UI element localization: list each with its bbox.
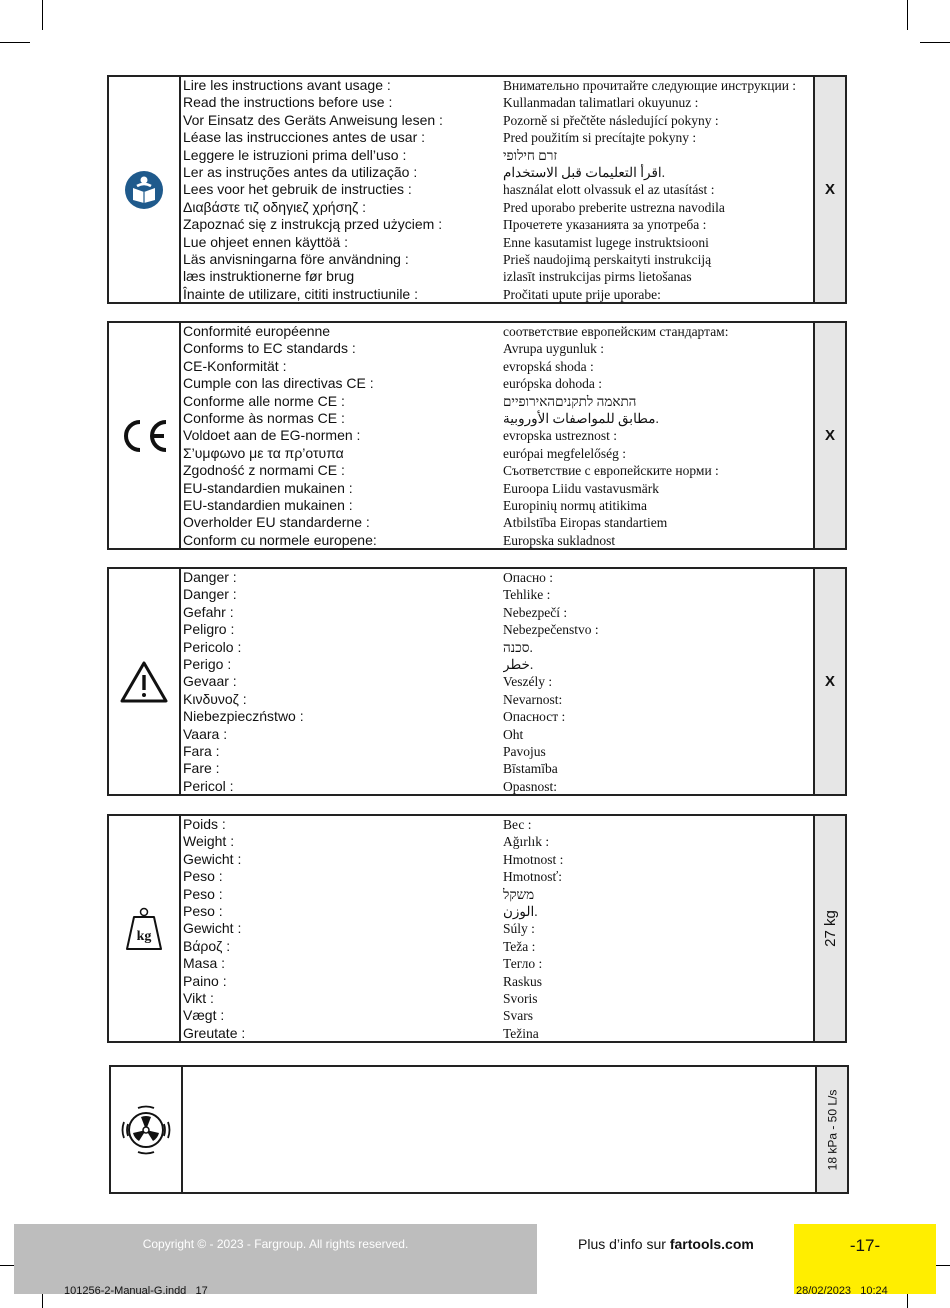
text-line: Gevaar : (183, 673, 237, 690)
copyright-text: Copyright © - 2023 - Fargroup. All rights reserved. (142, 1237, 409, 1251)
text-line: Bīstamība (503, 761, 558, 777)
right-text-column (503, 816, 823, 1042)
icon-cell (109, 323, 181, 548)
text-line: סכנה. (503, 639, 533, 655)
text-line: Tehlike : (503, 587, 551, 603)
icon-cell (111, 1067, 183, 1192)
text-line: Gewicht : (183, 850, 242, 867)
crop-mark (0, 42, 30, 43)
text-line: Vægt : (183, 1007, 225, 1024)
text-line: Svars (503, 1008, 533, 1024)
text-line: Paino : (183, 972, 227, 989)
text-line: læs instruktionerne før brug (183, 268, 355, 285)
ce-conformity-section (107, 321, 847, 550)
text-line: Pred použitím si precítajte pokyny : (503, 130, 697, 146)
text-line: Atbilstība Eiropas standartiem (503, 515, 668, 531)
text-line: Veszély : (503, 674, 553, 690)
text-line: Overholder EU standarderne : (183, 514, 370, 531)
text-line: Fare : (183, 760, 220, 777)
text-line: Hmotnost : (503, 851, 564, 867)
airflow-section (109, 1065, 849, 1194)
text-line: Oht (503, 726, 524, 742)
text-line: Σ’υμφωνο με τα πρ’οτυπα (183, 444, 344, 461)
text-line: Внимательно прочитайте следующие инструкции : (503, 78, 797, 93)
text-line: Težina (503, 1025, 539, 1041)
text-line: התאמה לתקניםהאירופיים (503, 393, 637, 409)
value-text: X (824, 673, 835, 690)
text-line: Opasnost: (503, 778, 557, 794)
fan-airflow-icon (120, 1104, 172, 1156)
text-line: Avrupa uygunluk : (503, 341, 604, 357)
text-line: Опасно : (503, 570, 554, 585)
read-manual-icon (124, 170, 164, 210)
text-line: Europska sukladnost (503, 532, 616, 548)
text-line: Κινδυνοζ : (183, 690, 247, 707)
text-line: Nebezpečí : (503, 604, 568, 620)
text-line: Leggere le istruzioni prima dell’uso : (183, 146, 407, 163)
text-line: Hmotnosť: (503, 869, 563, 885)
text-line: Conformité européenne (183, 323, 331, 339)
text-line: Peso : (183, 885, 223, 902)
value-cell (813, 569, 845, 794)
text-line: Vaara : (183, 725, 228, 742)
text-line: اقرأ التعليمات قبل الاستخدام. (503, 164, 666, 180)
text-line: Διαβάστε τιζ οδηγιεζ χρήσηζ : (183, 198, 366, 215)
text-line: Niebezpieczństwo : (183, 708, 304, 725)
text-line: Prieš naudojimą perskaityti instrukciją (503, 251, 712, 267)
text-line: Pavojus (503, 743, 546, 759)
text-line: Pozorně si přečtěte následující pokyny : (503, 112, 719, 128)
info-prefix: Plus d’info sur (578, 1236, 670, 1252)
text-line: Danger : (183, 586, 237, 603)
text-line: זרם חילופי (503, 147, 558, 163)
text-line: соответствие европейским стандартам: (503, 324, 729, 339)
text-line: Voldoet aan de EG-normen : (183, 427, 361, 444)
file-slug: 101256-2-Manual-G.indd 17 (64, 1285, 208, 1297)
text-line: Gefahr : (183, 603, 234, 620)
text-line: Съответствие с европейските норми : (503, 463, 719, 479)
text-line: Greutate : (183, 1024, 246, 1041)
text-line: Vor Einsatz des Geräts Anweisung lesen : (183, 111, 443, 128)
text-line: خطر. (503, 656, 534, 672)
page-number: -17- (849, 1236, 881, 1255)
text-line: Тегло : (503, 956, 543, 972)
date-slug: 28/02/2023 10:24 (796, 1285, 888, 1297)
weight-kg-label: kg (136, 928, 152, 944)
text-line: Pred uporabo preberite ustrezna navodila (503, 199, 725, 215)
text-line: Léase las instrucciones antes de usar : (183, 129, 426, 146)
text-line: Weight : (183, 833, 235, 850)
text-line: Euroopa Liidu vastavusmärk (503, 480, 659, 496)
text-line: Conforme alle norme CE : (183, 392, 345, 409)
right-text-column (503, 323, 823, 549)
text-line: CE-Konformität : (183, 357, 287, 374)
crop-mark (920, 42, 950, 43)
left-text-column (183, 323, 493, 549)
text-line: Ağırlık : (503, 834, 550, 850)
text-line: Pročitati upute prije uporabe: (503, 286, 661, 302)
text-line: Raskus (503, 973, 543, 989)
weight-section (107, 814, 847, 1043)
text-line: Înainte de utilizare, cititi instructiunile : (183, 285, 418, 302)
text-line: Nebezpečenstvo : (503, 622, 599, 638)
text-line: Read the instructions before use : (183, 94, 393, 111)
text-line: Enne kasutamist lugege instruktsiooni (503, 234, 709, 250)
text-line: Conform cu normele europene: (183, 531, 377, 548)
left-text-column (183, 816, 493, 1042)
text-line: Europinių normų atitikima (503, 497, 647, 513)
value-text: X (824, 181, 835, 198)
text-line: Cumple con las directivas CE : (183, 375, 374, 392)
text-line: Súly : (503, 921, 535, 937)
value-cell (813, 816, 845, 1041)
text-line: Zgodność z normami CE : (183, 462, 345, 479)
text-line: Perigo : (183, 655, 232, 672)
text-line: Teža : (503, 938, 536, 954)
crop-mark (42, 0, 43, 30)
text-line: Опасност : (503, 709, 566, 725)
read-manual-section (107, 75, 847, 304)
value-cell (815, 1067, 847, 1192)
text-line: Вес : (503, 817, 532, 832)
text-line: Lees voor het gebruik de instructies : (183, 181, 412, 198)
danger-section (107, 567, 847, 796)
text-line: európai megfelelőség : (503, 445, 626, 461)
text-line: Gewicht : (183, 920, 242, 937)
text-line: Pericol : (183, 777, 234, 794)
text-line: Conforme às normas CE : (183, 409, 345, 426)
text-line: EU-standardien mukainen : (183, 479, 353, 496)
text-line: Zapoznać się z instrukcją przed użyciem : (183, 216, 443, 233)
text-line: Peligro : (183, 621, 235, 638)
weight-kg-icon (124, 907, 164, 951)
text-line: evropska ustreznost : (503, 428, 617, 444)
footer-info (578, 1236, 754, 1252)
warning-triangle-icon (119, 660, 169, 704)
text-line: Nevarnost: (503, 691, 563, 707)
left-text-column (183, 569, 493, 795)
text-line: Peso : (183, 868, 223, 885)
text-line: الوزن. (503, 903, 538, 919)
text-line: izlasīt instrukcijas pirms lietošanas (503, 269, 692, 285)
text-line: Βάροζ : (183, 937, 231, 954)
text-line: Fara : (183, 742, 220, 759)
value-text: X (824, 427, 835, 444)
text-line: Pericolo : (183, 638, 242, 655)
text-line: EU-standardien mukainen : (183, 496, 353, 513)
text-line: Peso : (183, 902, 223, 919)
text-line: Svoris (503, 990, 538, 1006)
value-cell (813, 77, 845, 302)
right-text-column (503, 77, 823, 303)
website-link[interactable]: fartools.com (669, 1236, 754, 1252)
value-text: 18 kPa - 50 L/s (825, 1089, 839, 1170)
text-line: Прочетете указанията за употреба : (503, 217, 707, 233)
page-number-band (794, 1224, 936, 1294)
text-line: Kullanmadan talimatlari okuyunuz : (503, 95, 699, 111)
text-line: Danger : (183, 569, 237, 585)
text-line: Poids : (183, 816, 226, 832)
icon-cell (109, 77, 181, 302)
right-text-column (503, 569, 823, 795)
icon-cell (109, 816, 181, 1041)
ce-mark-icon (116, 416, 172, 456)
text-line: Vikt : (183, 989, 214, 1006)
text-line: مطابق للمواصفات الأوروبية. (503, 410, 659, 426)
text-line: evropská shoda : (503, 358, 594, 374)
text-line: Läs anvisningarna före användning : (183, 250, 409, 267)
value-cell (813, 323, 845, 548)
text-line: Lue ohjeet ennen käyttöä : (183, 233, 349, 250)
text-line: Conforms to EC standards : (183, 340, 356, 357)
value-text: 27 kg (821, 910, 839, 947)
text-line: Ler as instruções antes da utilização : (183, 163, 418, 180)
footer-copyright-band (14, 1224, 537, 1294)
text-line: Lire les instructions avant usage : (183, 77, 391, 93)
text-line: európska dohoda : (503, 376, 602, 392)
crop-mark (907, 0, 908, 30)
text-line: használat elott olvassuk el az utasítást : (503, 182, 715, 198)
text-line: משקל (503, 886, 535, 902)
text-line: Masa : (183, 955, 226, 972)
icon-cell (109, 569, 181, 794)
left-text-column (183, 77, 493, 303)
